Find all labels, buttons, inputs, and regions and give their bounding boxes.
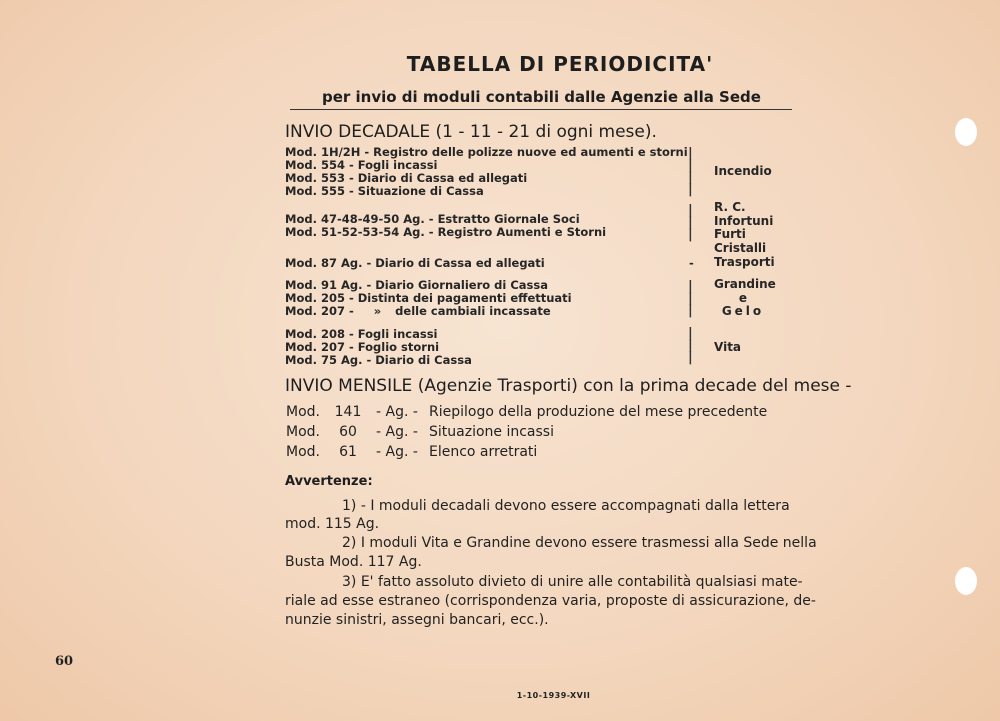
- mensile-heading: INVIO MENSILE (Agenzie Trasporti) con la prima decade del mese -: [285, 376, 852, 396]
- list-item: Mod. 87 Ag. - Diario di Cassa ed allegati: [285, 256, 545, 270]
- avvertenza-line: riale ad esse estraneo (corrispondenza varia, proposte di assicurazione, de-: [285, 593, 816, 609]
- ag-label: - Ag. -: [376, 444, 418, 460]
- category-label: Grandine: [714, 277, 776, 291]
- avvertenza-line: mod. 115 Ag.: [285, 516, 380, 532]
- list-item: Mod. 554 - Fogli incassi: [285, 158, 438, 172]
- mod-description: Situazione incassi: [429, 424, 554, 440]
- list-item: Mod. 553 - Diario di Cassa ed allegati: [285, 171, 528, 185]
- page-number: 60: [55, 654, 74, 669]
- page-title: TABELLA DI PERIODICITA': [406, 52, 714, 76]
- category-label: Incendio: [714, 164, 772, 178]
- category-label: Vita: [714, 340, 742, 354]
- date-footer: 1-10-1939-XVII: [516, 691, 591, 700]
- decadale-group-grandine: [285, 279, 572, 318]
- category-label: R. C.: [714, 200, 746, 214]
- binder-hole-top: [955, 118, 977, 146]
- avvertenza-line: 1) - I moduli decadali devono essere accompagnati dalla lettera: [342, 498, 790, 514]
- category-block: [714, 277, 776, 319]
- mod-label: Mod.: [286, 424, 320, 440]
- list-item: Mod. 75 Ag. - Diario di Cassa: [285, 353, 472, 367]
- decadale-heading: INVIO DECADALE (1 - 11 - 21 di ogni mese).: [285, 122, 657, 142]
- list-item: [285, 305, 572, 318]
- mod-description: Riepilogo della produzione del mese precedente: [429, 404, 768, 420]
- subtitle-underline: [290, 109, 792, 110]
- mod-number: 60: [339, 424, 357, 440]
- category-label: Gelo: [721, 304, 765, 318]
- category-block: [714, 201, 773, 255]
- list-item-prefix: Mod. 207 -: [285, 304, 354, 318]
- brace: | | | |: [688, 146, 693, 197]
- mod-description: Elenco arretrati: [429, 444, 538, 460]
- list-item: Mod. 208 - Fogli incassi: [285, 327, 438, 341]
- brace: | | |: [688, 326, 693, 365]
- binder-hole-bottom: [955, 567, 977, 595]
- list-item: Mod. 207 - Foglio storni: [285, 340, 440, 354]
- category-label: Infortuni: [714, 213, 774, 228]
- list-item: Mod. 1H/2H - Registro delle polizze nuove ed aumenti e storni: [285, 145, 688, 159]
- mod-number: 141: [334, 404, 362, 420]
- decadale-group-vita: [285, 328, 472, 367]
- avvertenze-heading: Avvertenze:: [285, 474, 373, 489]
- brace: | | |: [688, 203, 693, 242]
- page-subtitle: per invio di moduli contabili dalle Agenzie alla Sede: [322, 88, 761, 106]
- table-row: [286, 442, 767, 462]
- decadale-group-rc: [285, 213, 606, 239]
- avvertenza-line: 2) I moduli Vita e Grandine devono essere trasmessi alla Sede nella: [342, 535, 817, 551]
- list-item: Mod. 47-48-49-50 Ag. - Estratto Giornale Soci: [285, 212, 580, 226]
- category-label: Trasporti: [714, 255, 775, 269]
- mod-number: 61: [339, 444, 357, 460]
- list-item: Mod. 555 - Situazione di Cassa: [285, 184, 484, 198]
- list-item-text: delle cambiali incassate: [395, 304, 551, 318]
- table-row: [286, 402, 767, 422]
- ditto-mark: »: [373, 304, 382, 318]
- category-label: Furti: [714, 227, 746, 241]
- list-item: Mod. 91 Ag. - Diario Giornaliero di Cassa: [285, 278, 548, 292]
- avvertenza-line: nunzie sinistri, assegni bancari, ecc.).: [285, 612, 549, 628]
- table-row: [286, 422, 767, 442]
- decadale-group-incendio: [285, 146, 688, 198]
- mensile-table: [286, 402, 767, 462]
- list-item: Mod. 205 - Distinta dei pagamenti effettuati: [285, 291, 572, 305]
- ag-label: - Ag. -: [376, 424, 418, 440]
- category-label: Cristalli: [714, 240, 767, 255]
- brace: | | |: [688, 279, 693, 318]
- category-label: e: [738, 290, 748, 305]
- avvertenza-line: 3) E' fatto assoluto divieto di unire alle contabilità qualsiasi mate-: [342, 574, 803, 590]
- list-item: Mod. 51-52-53-54 Ag. - Registro Aumenti e Storni: [285, 225, 607, 239]
- dash-separator: -: [689, 256, 694, 270]
- avvertenza-line: Busta Mod. 117 Ag.: [285, 554, 422, 570]
- mod-label: Mod.: [286, 444, 320, 460]
- mod-label: Mod.: [286, 404, 320, 420]
- ag-label: - Ag. -: [376, 404, 418, 420]
